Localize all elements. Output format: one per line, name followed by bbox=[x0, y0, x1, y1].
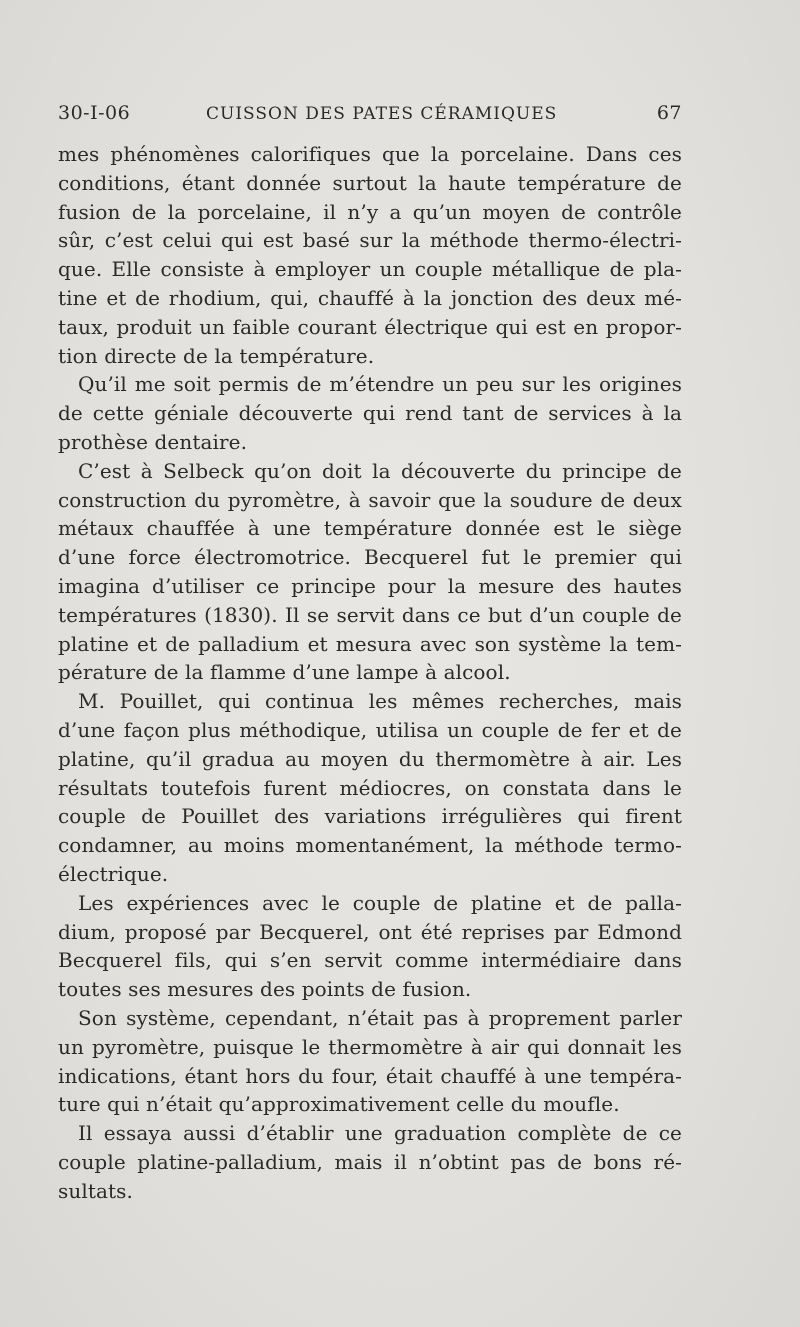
text-line: toutes ses mesures des points de fusion. bbox=[58, 977, 472, 1002]
text-line: métaux chauffée à une température donnée est le siège bbox=[58, 516, 682, 541]
text-line: températures (1830). Il se servit dans ce but d’un couple de bbox=[58, 602, 682, 627]
page-number: 67 bbox=[656, 102, 682, 124]
text-line: couple platine-palladium, mais il n’obtint pas de bons ré- bbox=[58, 1149, 682, 1174]
text-line: C’est à Selbeck qu’on doit la découverte du principe de bbox=[78, 458, 682, 483]
text-line: mes phénomènes calorifiques que la porcelaine. Dans ces bbox=[58, 142, 682, 166]
text-line: tine et de rhodium, qui, chauffé à la jonction des deux mé- bbox=[58, 285, 682, 310]
text-line: indications, étant hors du four, était chauffé à une tempéra- bbox=[58, 1063, 682, 1088]
text-line: construction du pyromètre, à savoir que la soudure de deux bbox=[58, 487, 682, 512]
text-line: taux, produit un faible courant électrique qui est en propor- bbox=[58, 314, 682, 339]
text-line: un pyromètre, puisque le thermomètre à air qui donnait les bbox=[58, 1034, 682, 1059]
text-line: M. Pouillet, qui continua les mêmes recherches, mais bbox=[78, 689, 682, 714]
text-line: que. Elle consiste à employer un couple métallique de pla- bbox=[58, 257, 682, 282]
text-line: conditions, étant donnée surtout la haute température de bbox=[58, 170, 682, 195]
text-line: imagina d’utiliser ce principe pour la mesure des hautes bbox=[58, 573, 682, 598]
header-date: 30-I-06 bbox=[58, 102, 131, 124]
body-text bbox=[58, 140, 682, 1205]
text-line: Les expériences avec le couple de platine et de palla- bbox=[78, 890, 682, 915]
text-line: platine, qu’il gradua au moyen du thermomètre à air. Les bbox=[58, 746, 682, 771]
running-head bbox=[58, 102, 682, 132]
text-line: tion directe de la température. bbox=[58, 343, 375, 368]
text-line: condamner, au moins momentanément, la méthode termo- bbox=[58, 833, 682, 858]
text-line: sultats. bbox=[58, 1178, 133, 1203]
text-line: Il essaya aussi d’établir une graduation complète de ce bbox=[78, 1121, 682, 1146]
header-title: CUISSON DES PATES CÉRAMIQUES bbox=[206, 104, 558, 124]
text-line: sûr, c’est celui qui est basé sur la méthode thermo-électri- bbox=[58, 228, 682, 253]
text-line: platine et de palladium et mesura avec son système la tem- bbox=[58, 631, 682, 656]
text-line: fusion de la porcelaine, il n’y a qu’un moyen de contrôle bbox=[58, 199, 682, 224]
text-line: Qu’il me soit permis de m’étendre un peu sur les origines bbox=[78, 372, 682, 397]
text-line: résultats toutefois furent médiocres, on constata dans le bbox=[58, 775, 682, 800]
text-line: pérature de la flamme d’une lampe à alcool. bbox=[58, 660, 511, 685]
text-line: Son système, cependant, n’était pas à proprement parler bbox=[78, 1005, 682, 1030]
text-line: de cette géniale découverte qui rend tant de services à la bbox=[58, 401, 682, 426]
text-line: couple de Pouillet des variations irrégulières qui firent bbox=[58, 804, 682, 829]
text-line: d’une façon plus méthodique, utilisa un couple de fer et de bbox=[58, 717, 682, 742]
text-line: dium, proposé par Becquerel, ont été reprises par Edmond bbox=[58, 919, 682, 944]
text-line: prothèse dentaire. bbox=[58, 429, 248, 454]
text-line: ture qui n’était qu’approximativement celle du moufle. bbox=[58, 1092, 620, 1117]
text-line: d’une force électromotrice. Becquerel fut le premier qui bbox=[58, 545, 682, 570]
text-line: électrique. bbox=[58, 861, 169, 886]
text-line: Becquerel fils, qui s’en servit comme intermédiaire dans bbox=[58, 948, 682, 973]
